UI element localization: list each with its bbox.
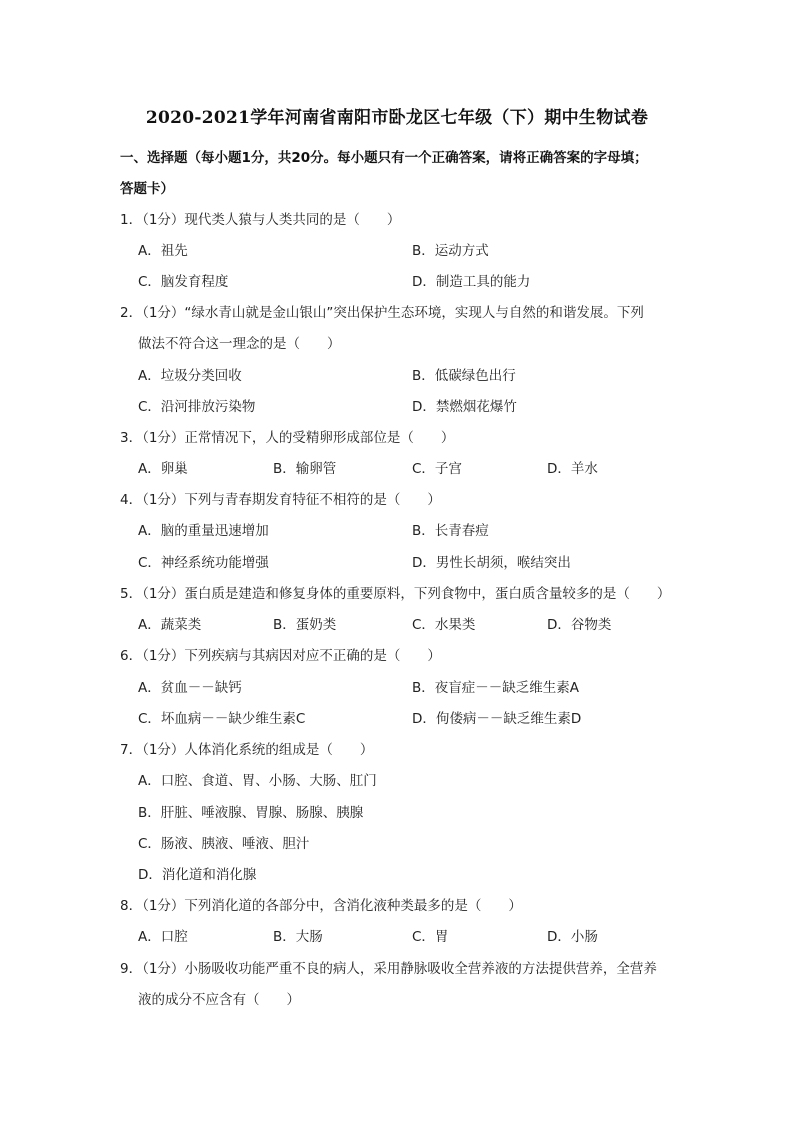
- page-title: 2020-2021学年河南省南阳市卧龙区七年级（下）期中生物试卷: [145, 108, 649, 128]
- q2-option-b: B．低碳绿色出行: [412, 368, 516, 384]
- q2-option-c: C．沿河排放污染物: [138, 399, 256, 415]
- question-2-stem: 2．（1分）“绿水青山就是金山银山”突出保护生态环境，实现人与自然的和谐发展。下列: [120, 305, 644, 321]
- q8-option-b: B．大肠: [273, 929, 323, 945]
- q4-option-c: C．神经系统功能增强: [138, 555, 269, 571]
- question-7-stem: 7．（1分）人体消化系统的组成是（ ）: [120, 742, 374, 758]
- q3-option-a: A．卵巢: [138, 461, 188, 477]
- question-8-stem: 8．（1分）下列消化道的各部分中，含消化液种类最多的是（ ）: [120, 898, 522, 914]
- q7-option-d: D．消化道和消化腺: [138, 867, 257, 883]
- q2-option-d: D．禁燃烟花爆竹: [412, 399, 517, 415]
- question-4-stem: 4．（1分）下列与青春期发育特征不相符的是（ ）: [120, 492, 441, 508]
- q2-option-a: A．垃圾分类回收: [138, 368, 242, 384]
- question-2-stem-cont: 做法不符合这一理念的是（ ）: [138, 336, 341, 352]
- q8-option-c: C．胃: [412, 929, 449, 945]
- q4-option-d: D．男性长胡须，喉结突出: [412, 555, 571, 571]
- q5-option-b: B．蛋奶类: [273, 617, 337, 633]
- q1-option-c: C．脑发育程度: [138, 274, 229, 290]
- q7-option-b: B．肝脏、唾液腺、胃腺、肠腺、胰腺: [138, 805, 364, 821]
- q4-option-b: B．长青春痘: [412, 523, 489, 539]
- q8-option-d: D．小肠: [547, 929, 598, 945]
- q5-option-d: D．谷物类: [547, 617, 612, 633]
- q6-option-c: C．坏血病－－缺少维生素C: [138, 711, 306, 727]
- question-1-stem: 1．（1分）现代类人猿与人类共同的是（ ）: [120, 212, 401, 228]
- q7-option-c: C．肠液、胰液、唾液、胆汁: [138, 836, 310, 852]
- question-6-stem: 6．（1分）下列疾病与其病因对应不正确的是（ ）: [120, 648, 441, 664]
- q1-option-b: B．运动方式: [412, 243, 489, 259]
- question-5-stem: 5．（1分）蛋白质是建造和修复身体的重要原料，下列食物中，蛋白质含量较多的是（ ）: [120, 586, 671, 602]
- q6-option-b: B．夜盲症－－缺乏维生素A: [412, 680, 579, 696]
- q8-option-a: A．口腔: [138, 929, 188, 945]
- section-heading-line1: 一、选择题（每小题1分，共20分。每小题只有一个正确答案，请将正确答案的字母填；: [120, 150, 648, 166]
- q5-option-a: A．蔬菜类: [138, 617, 202, 633]
- q6-option-a: A．贫血－－缺钙: [138, 680, 242, 696]
- q1-option-d: D．制造工具的能力: [412, 274, 531, 290]
- q4-option-a: A．脑的重量迅速增加: [138, 523, 269, 539]
- question-9-stem: 9．（1分）小肠吸收功能严重不良的病人，采用静脉吸收全营养液的方法提供营养，全营养: [120, 961, 657, 977]
- question-9-stem-cont: 液的成分不应含有（ ）: [138, 992, 300, 1008]
- q7-option-a: A．口腔、食道、胃、小肠、大肠、肛门: [138, 773, 377, 789]
- q6-option-d: D．佝偻病－－缺乏维生素D: [412, 711, 582, 727]
- q3-option-b: B．输卵管: [273, 461, 337, 477]
- q3-option-d: D．羊水: [547, 461, 598, 477]
- q1-option-a: A．祖先: [138, 243, 188, 259]
- question-3-stem: 3．（1分）正常情况下，人的受精卵形成部位是（ ）: [120, 430, 455, 446]
- q3-option-c: C．子宫: [412, 461, 462, 477]
- section-heading-line2: 答题卡）: [120, 181, 174, 197]
- q5-option-c: C．水果类: [412, 617, 476, 633]
